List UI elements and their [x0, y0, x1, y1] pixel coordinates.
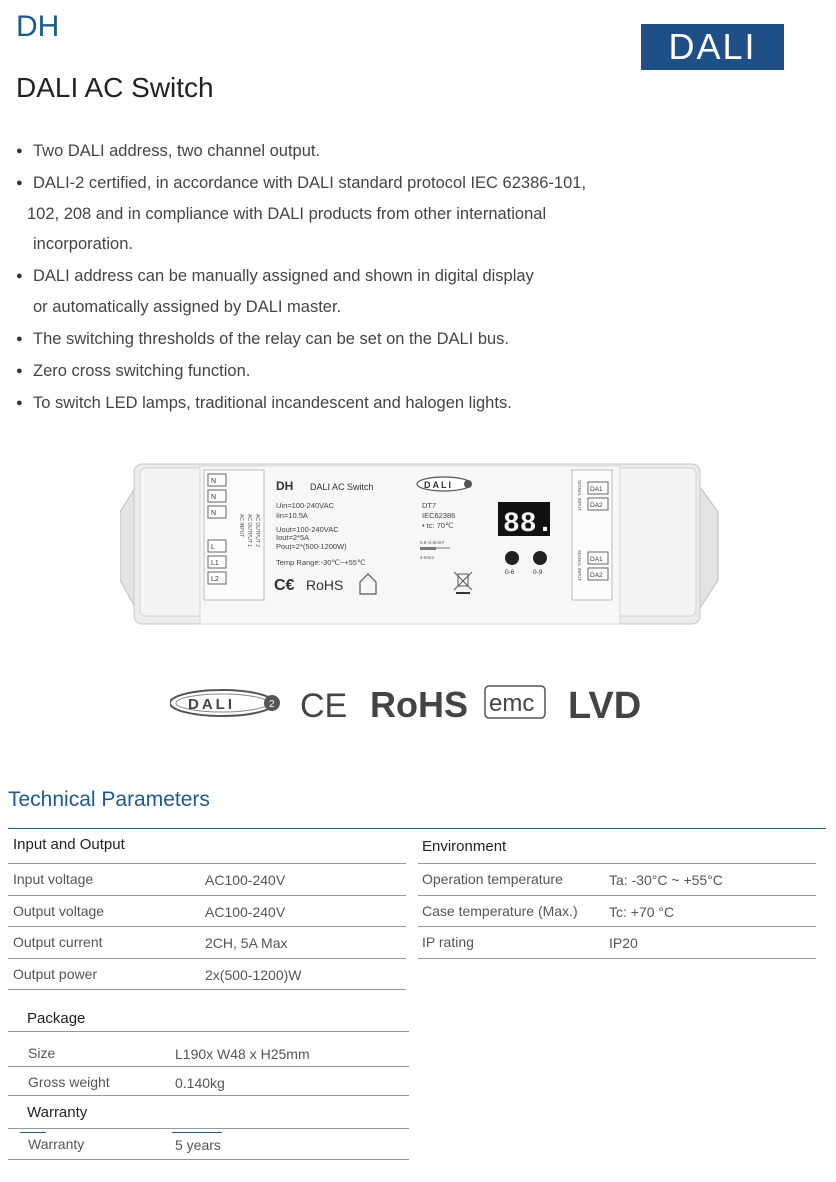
dt-line: • tc: 70℃ — [422, 521, 454, 530]
param-value: IP20 — [609, 935, 638, 951]
param-value: 5 years — [175, 1137, 221, 1153]
feature-list — [16, 136, 636, 420]
param-label: Output power — [13, 965, 98, 982]
io-heading: Input and Output — [13, 836, 125, 853]
ac-output-2-label: AC OUTPUT 2 — [254, 514, 260, 547]
row-divider — [8, 958, 406, 959]
left-terminal-label: L2 — [211, 576, 219, 583]
right-terminal-label: DA2 — [590, 502, 603, 509]
param-label: Input voltage — [13, 871, 94, 887]
left-terminal-label: L1 — [211, 560, 219, 567]
dt-line: DT7 — [422, 501, 437, 510]
param-label: Output voltage — [13, 902, 105, 919]
right-terminal-label: DA2 — [590, 572, 603, 579]
warranty-heading-rule — [8, 1128, 409, 1129]
feature-line: or automatically assigned by DALI master. — [33, 297, 342, 316]
left-terminal-label: N — [211, 510, 217, 517]
feature-line: ● Two DALI address, two channel output. — [33, 142, 321, 160]
ac-input-label: AC INPUT — [238, 514, 244, 538]
spec-line: Uout=100-240VAC — [276, 525, 339, 534]
feature-line: ● The switching thresholds of the relay can be set on the DALI bus. — [33, 329, 510, 348]
param-label: Case temperature (Max.) — [422, 902, 578, 919]
param-value: AC100-240V — [205, 903, 286, 920]
feature-line: incorporation. — [33, 235, 133, 253]
feature-item — [16, 261, 636, 322]
feature-item — [16, 168, 636, 260]
param-label: Operation temperature — [422, 871, 563, 887]
dt-line: IEC62386 — [422, 511, 456, 520]
cert-emc: emc — [489, 690, 535, 717]
btn-label-0-6: 0-6 — [505, 569, 515, 576]
wire-spec: 0.5~2.0mm² — [420, 540, 445, 545]
device-rohs: RoHS — [306, 577, 344, 593]
certification-logos — [170, 678, 670, 734]
row-divider — [8, 989, 406, 990]
param-value: L190x W48 x H25mm — [175, 1046, 310, 1062]
device-model: DH — [276, 479, 294, 493]
right-terminal-label: DA1 — [590, 556, 603, 563]
param-value: AC100-240V — [205, 872, 286, 888]
left-terminal-label: L — [211, 544, 215, 551]
strip-spec: 4-5mm — [420, 555, 435, 560]
param-label: IP rating — [422, 934, 474, 950]
feature-item — [16, 356, 636, 387]
feature-line: 102, 208 and in compliance with DALI products from other international — [27, 204, 547, 223]
device-illustration — [120, 440, 720, 640]
row-divider — [8, 926, 406, 927]
spec-line: Iout=2*5A — [276, 533, 310, 542]
row-divider — [418, 926, 816, 927]
model-code: DH — [16, 10, 60, 43]
ce-mark: C€ — [274, 577, 295, 594]
button-0-6 — [505, 551, 519, 565]
feature-item — [16, 388, 636, 419]
param-label: Size — [28, 1045, 56, 1061]
spec-line: Temp Range:-30℃~+55℃ — [276, 558, 366, 567]
param-label: Output current — [13, 934, 103, 950]
button-0-9 — [533, 551, 547, 565]
ac-output-1-label: AC OUTPUT 1 — [246, 514, 252, 547]
spec-line: Uin=100-240VAC — [276, 501, 335, 510]
display-digits: 88. — [503, 509, 554, 540]
param-label: Warranty — [28, 1136, 85, 1152]
spec-line: Iin=10.5A — [276, 511, 308, 520]
feature-line: ● To switch LED lamps, traditional incandescent and halogen lights. — [33, 393, 512, 412]
param-value: Ta: -30°C ~ +55°C — [609, 872, 723, 888]
row-divider — [8, 1066, 409, 1067]
device-name: DALI AC Switch — [310, 482, 374, 492]
cert-lvd: LVD — [568, 685, 642, 727]
warranty-heading: Warranty — [27, 1104, 88, 1121]
signal-label-bottom: SIGNAL INPUT — [577, 550, 582, 582]
spec-line: Pout=2*(500-1200W) — [276, 542, 347, 551]
feature-line: ● DALI address can be manually assigned and shown in digital display — [33, 267, 534, 285]
cert-ce: CE — [300, 687, 348, 725]
package-heading: Package — [27, 1010, 86, 1027]
param-label: Gross weight — [28, 1074, 110, 1090]
left-terminal-label: N — [211, 494, 217, 501]
param-value: 2CH, 5A Max — [205, 935, 288, 951]
env-heading-rule — [418, 863, 816, 864]
row-divider — [8, 1159, 409, 1160]
io-heading-rule — [8, 863, 406, 864]
section-rule — [8, 828, 826, 829]
cert-rohs: RoHS — [370, 684, 468, 725]
param-value: 2x(500-1200)W — [205, 966, 302, 983]
btn-label-0-9: 0-9 — [533, 569, 543, 576]
row-divider — [418, 958, 816, 959]
left-terminal-label: N — [211, 478, 217, 485]
env-heading: Environment — [422, 838, 507, 855]
feature-item — [16, 324, 636, 355]
cert-dali: DALI — [188, 696, 235, 713]
param-value: 0.140kg — [175, 1075, 225, 1091]
row-divider — [8, 895, 406, 896]
section-title: Technical Parameters — [8, 788, 210, 811]
product-title: DALI AC Switch — [16, 72, 214, 103]
row-divider — [8, 1095, 409, 1096]
svg-text:2: 2 — [269, 699, 275, 710]
dali-logo-badge: DALI — [641, 24, 784, 70]
row-divider — [418, 895, 816, 896]
feature-item — [16, 136, 636, 167]
feature-line: ● Zero cross switching function. — [33, 361, 251, 380]
feature-line: ● DALI-2 certified, in accordance with DALI standard protocol IEC 62386-101, — [33, 174, 587, 192]
package-heading-rule — [8, 1031, 409, 1032]
signal-label-top: SIGNAL INPUT — [577, 480, 582, 512]
param-value: Tc: +70 °C — [609, 903, 675, 920]
device-dali-logo: DALI — [424, 480, 453, 490]
right-terminal-label: DA1 — [590, 486, 603, 493]
